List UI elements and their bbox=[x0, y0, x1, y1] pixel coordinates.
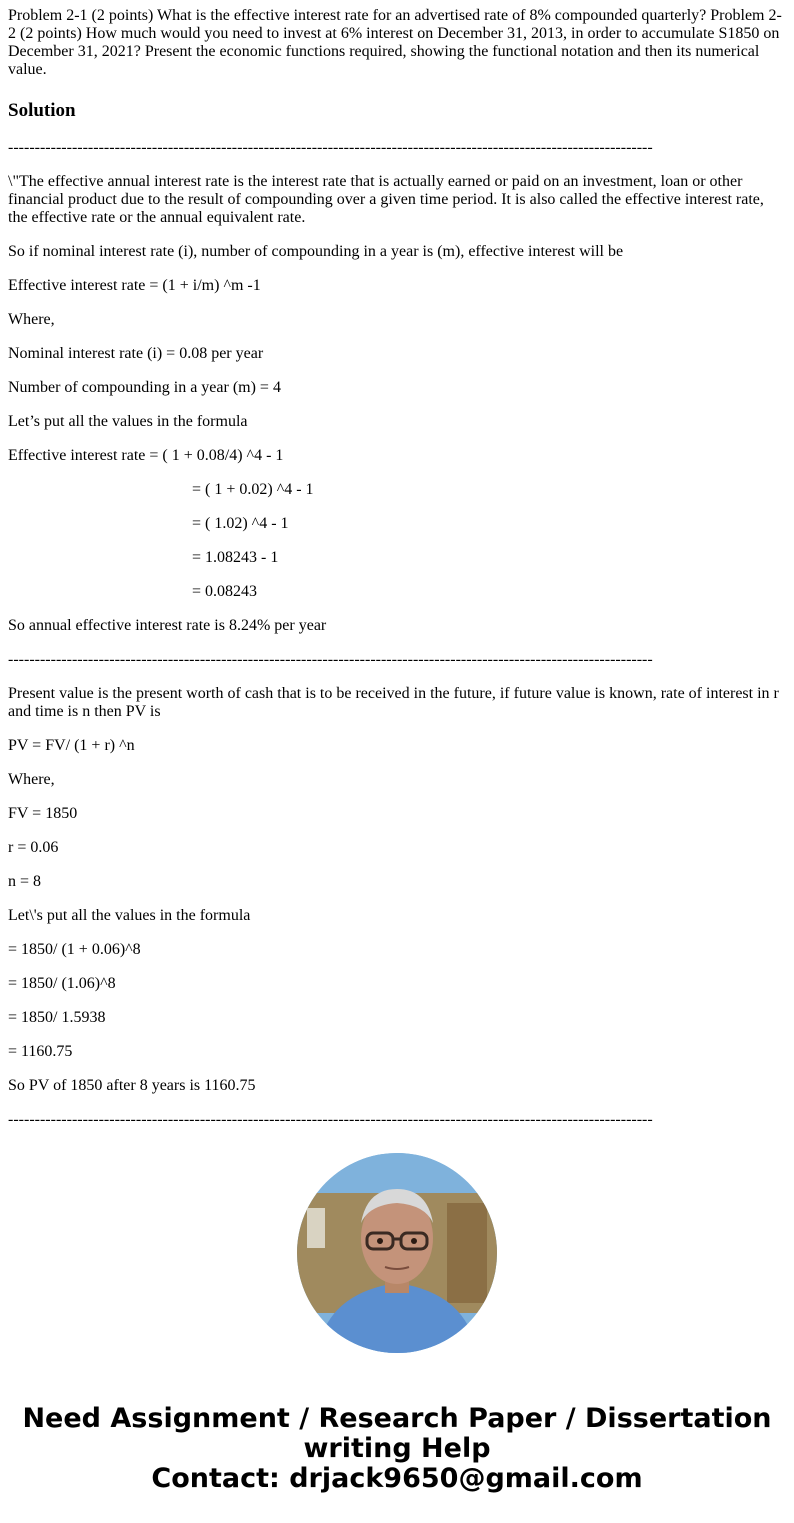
separator-line: ------------------------------------------------------------------------------------------------------------------------- bbox=[8, 139, 653, 156]
portrait-image bbox=[297, 1153, 497, 1353]
part2-step-3: = 1850/ 1.5938 bbox=[8, 1009, 106, 1026]
separator-line: ------------------------------------------------------------------------------------------------------------------------- bbox=[8, 651, 653, 668]
solution-heading: Solution bbox=[8, 100, 76, 121]
author-photo bbox=[297, 1153, 497, 1353]
question-text: Problem 2-1 (2 points) What is the effective interest rate for an advertised rate of 8% compounded quarterly? Problem 2-2 (2 points) How much would you need to invest at 6% interest on December 31, 2013, in order to accumulate S1850 on December 31, 2021? Present the economic functions required, showing the functional notation and then its numerical value. bbox=[8, 7, 782, 78]
part2-conclusion: So PV of 1850 after 8 years is 1160.75 bbox=[8, 1077, 256, 1094]
part1-nominal-rate: Nominal interest rate (i) = 0.08 per year bbox=[8, 345, 264, 362]
banner-line-2: writing Help bbox=[303, 1433, 491, 1464]
banner-contact: Contact: drjack9650@gmail.com bbox=[151, 1463, 643, 1494]
part1-conclusion: So annual effective interest rate is 8.24% per year bbox=[8, 617, 327, 634]
contact-banner bbox=[0, 1404, 794, 1494]
banner-line-1: Need Assignment / Research Paper / Dissertation bbox=[22, 1403, 772, 1434]
part2-fv: FV = 1850 bbox=[8, 805, 78, 822]
part1-step-4: = 1.08243 - 1 bbox=[192, 549, 279, 566]
part1-step-1: Effective interest rate = ( 1 + 0.08/4) ^4 - 1 bbox=[8, 447, 284, 464]
part2-intro: Present value is the present worth of cash that is to be received in the future, if future value is known, rate of interest in r and time is n then PV is bbox=[8, 685, 779, 720]
part1-nominal-line: So if nominal interest rate (i), number of compounding in a year is (m), effective interest will be bbox=[8, 243, 624, 260]
part1-put-values: Let’s put all the values in the formula bbox=[8, 413, 248, 430]
separator-line: ------------------------------------------------------------------------------------------------------------------------- bbox=[8, 1111, 653, 1128]
part1-compounding: Number of compounding in a year (m) = 4 bbox=[8, 379, 281, 396]
part1-step-5: = 0.08243 bbox=[192, 583, 258, 600]
part1-where: Where, bbox=[8, 311, 55, 328]
part1-formula: Effective interest rate = (1 + i/m) ^m -1 bbox=[8, 277, 261, 294]
part1-intro: \"The effective annual interest rate is the interest rate that is actually earned or paid on an investment, loan or other financial product due to the result of compounding over a given time period. It is also called the effective interest rate, the effective rate or the annual equivalent rate. bbox=[8, 173, 764, 226]
part2-where: Where, bbox=[8, 771, 55, 788]
part2-formula: PV = FV/ (1 + r) ^n bbox=[8, 737, 135, 754]
part2-r: r = 0.06 bbox=[8, 839, 59, 856]
part2-n: n = 8 bbox=[8, 873, 42, 890]
part2-step-2: = 1850/ (1.06)^8 bbox=[8, 975, 116, 992]
part1-step-2: = ( 1 + 0.02) ^4 - 1 bbox=[192, 481, 314, 498]
part2-step-4: = 1160.75 bbox=[8, 1043, 73, 1060]
part1-step-3: = ( 1.02) ^4 - 1 bbox=[192, 515, 289, 532]
part2-step-1: = 1850/ (1 + 0.06)^8 bbox=[8, 941, 141, 958]
document-body bbox=[8, 7, 786, 1145]
part2-put-values: Let\'s put all the values in the formula bbox=[8, 907, 251, 924]
